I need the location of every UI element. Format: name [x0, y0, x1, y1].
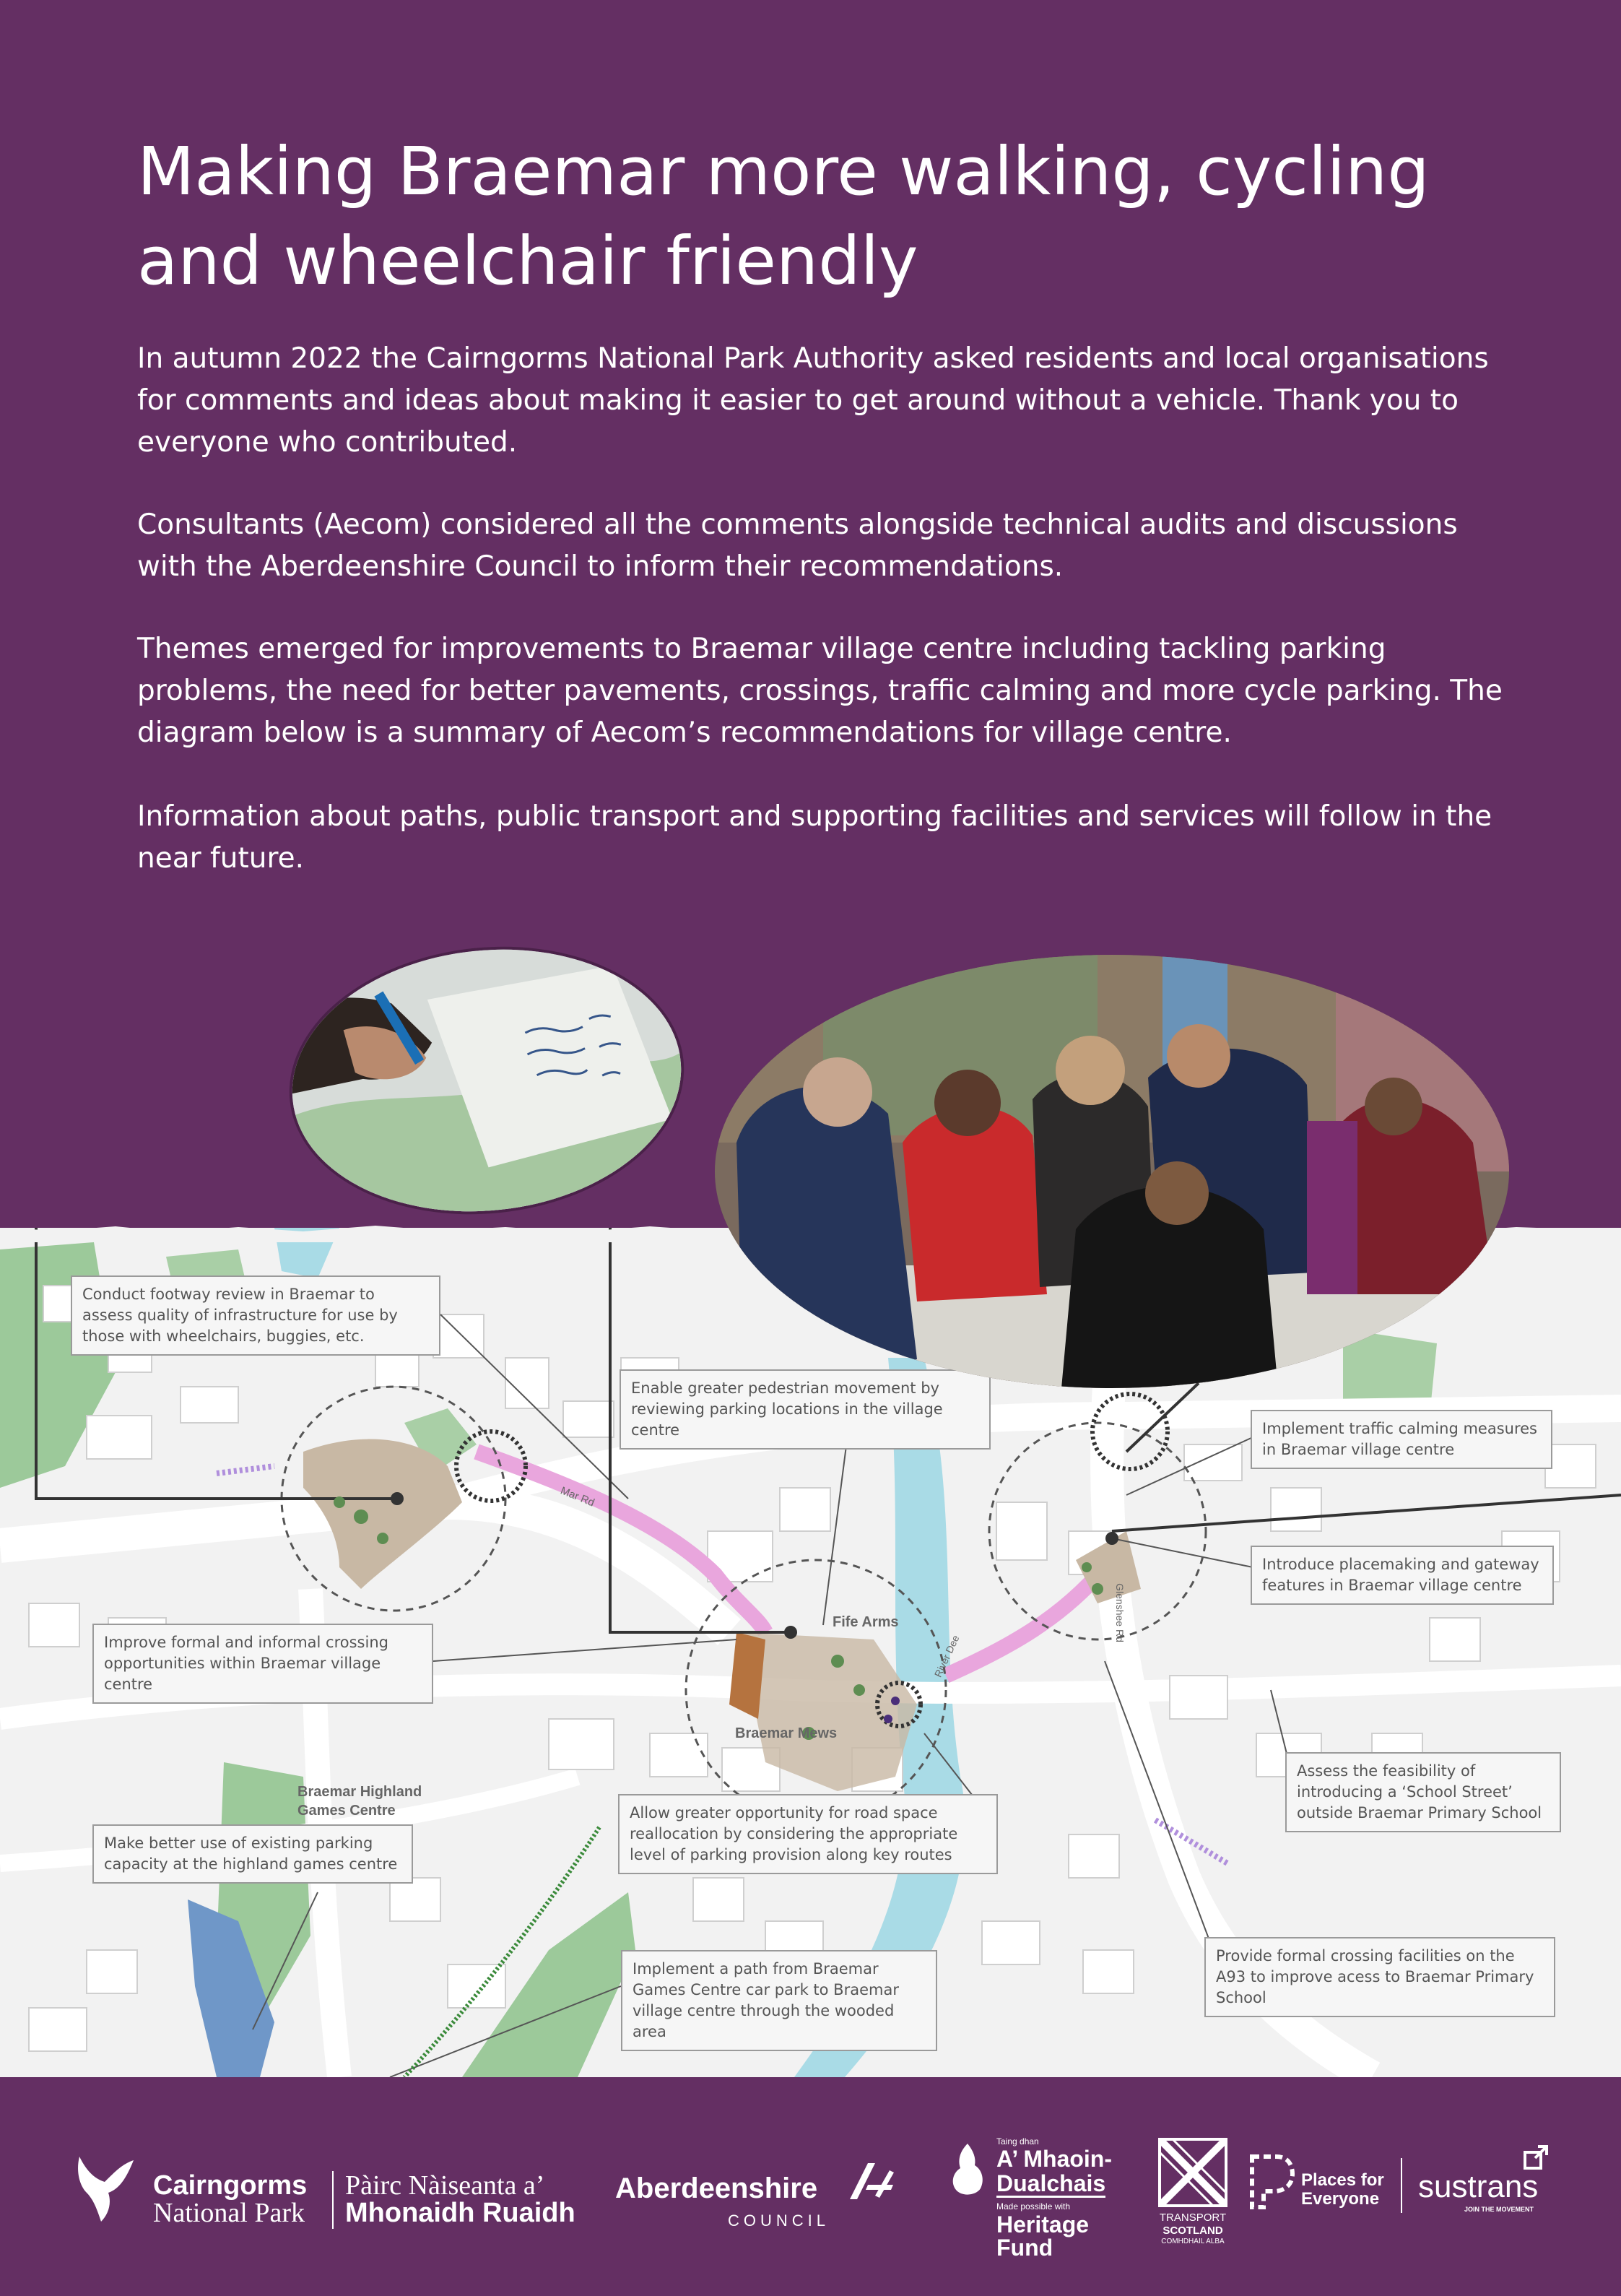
label-games-centre: Braemar Highland Games Centre — [297, 1784, 422, 1819]
callout-crossing-opportunities: Improve formal and informal crossing opportunities within Braemar village centre — [92, 1624, 433, 1704]
themes-paragraph: Themes emerged for improvements to Braemar village centre including tackling parking problems, the need for better pavements, crossings, traffic calming and more cycle parking. The diagram below is a summary of Aecom’s recommendations for village centre. — [137, 633, 1503, 749]
places-line-1: Places for — [1301, 2170, 1384, 2190]
places-sustrans-divider — [1401, 2158, 1402, 2213]
page-title: Making Braemar more walking, cycling and wheelchair friendly — [137, 133, 1430, 300]
transport-scotland-saltire-icon — [1158, 2138, 1227, 2207]
places-line-2: Everyone — [1301, 2189, 1380, 2209]
village-centre-map — [0, 1228, 1621, 2077]
aberdeenshire-council: COUNCIL — [728, 2211, 830, 2230]
label-fife-arms: Fife Arms — [833, 1614, 899, 1630]
heritage-gaelic-2: Dualchais — [996, 2170, 1106, 2196]
callout-school-street: Assess the feasibility of introducing a ‘School Street’ outside Braemar Primary School — [1285, 1752, 1561, 1832]
future-info-paragraph: Information about paths, public transport and supporting facilities and services will follow in the near future. — [137, 800, 1492, 875]
aberdeenshire-name: Aberdeenshire — [615, 2172, 818, 2204]
sustrans-tagline: JOIN THE MOVEMENT — [1464, 2206, 1534, 2213]
callout-games-parking: Make better use of existing parking capacity at the highland games centre — [92, 1824, 413, 1884]
photo-consultation-group-image — [715, 955, 1509, 1388]
label-mar-rd: Mar Rd — [558, 1484, 596, 1509]
sustrans-arrow-icon — [1522, 2142, 1551, 2171]
heritage-en-2: Fund — [996, 2235, 1053, 2261]
cairngorms-name-2: National Park — [153, 2198, 305, 2228]
transport-line-1: TRANSPORT — [1159, 2211, 1227, 2224]
label-braemar-mews: Braemar Mews — [735, 1725, 838, 1741]
heritage-fund-icon — [947, 2141, 988, 2198]
transport-line-3: COMHDHAIL ALBA — [1161, 2237, 1225, 2245]
callout-traffic-calming: Implement traffic calming measures in Braemar village centre — [1251, 1410, 1552, 1469]
callout-a93-crossing: Provide formal crossing facilities on the A93 to improve acess to Braemar Primary School — [1204, 1937, 1555, 2017]
cairngorms-gaelic-2: Mhonaidh Ruaidh — [345, 2198, 575, 2228]
cairngorms-gaelic-1: Pàirc Nàiseanta a’ — [345, 2170, 545, 2201]
callout-footway-review: Conduct footway review in Braemar to assess quality of infrastructure for use by those with wheelchairs, buggies, etc. — [71, 1275, 440, 1356]
heritage-en-1: Heritage — [996, 2211, 1090, 2237]
label-glenshee-rd: Glenshee Rd — [1113, 1583, 1126, 1642]
transport-line-2: SCOTLAND — [1162, 2224, 1223, 2237]
heritage-made-possible: Made possible with — [996, 2201, 1071, 2211]
callout-path-games-centre: Implement a path from Braemar Games Centre car park to Braemar village centre through the wooded area — [621, 1950, 937, 2051]
aberdeenshire-mark-icon — [846, 2159, 897, 2203]
consultants-paragraph: Consultants (Aecom) considered all the comments alongside technical audits and discussions with the Aberdeenshire Council to inform their recommendations. — [137, 508, 1458, 583]
heritage-gaelic-1: A’ Mhaoin- — [996, 2146, 1112, 2172]
cairngorms-divider — [332, 2171, 334, 2229]
cairngorms-bird-icon — [72, 2149, 137, 2229]
cairngorms-name-1: Cairngorms — [153, 2170, 308, 2201]
label-river-dee: River Dee — [931, 1633, 962, 1679]
callout-road-space: Allow greater opportunity for road space reallocation by considering the appropriate level of parking provision along key routes — [618, 1794, 998, 1874]
intro-paragraph: In autumn 2022 the Cairngorms National Park Authority asked residents and local organisations for comments and ideas about making it easier to get around without a vehicle. Thank you to everyone who contributed. — [137, 342, 1489, 459]
callout-placemaking: Introduce placemaking and gateway features in Braemar village centre — [1251, 1546, 1554, 1605]
callout-pedestrian-movement: Enable greater pedestrian movement by reviewing parking locations in the village centre — [620, 1369, 991, 1450]
partner-logos-footer — [0, 2077, 1621, 2296]
sustrans-name: sustrans — [1418, 2169, 1539, 2204]
photo-consultation-group — [715, 955, 1509, 1388]
places-for-everyone-icon — [1248, 2152, 1295, 2210]
heritage-thanks-small: Taing dhan — [996, 2136, 1039, 2146]
